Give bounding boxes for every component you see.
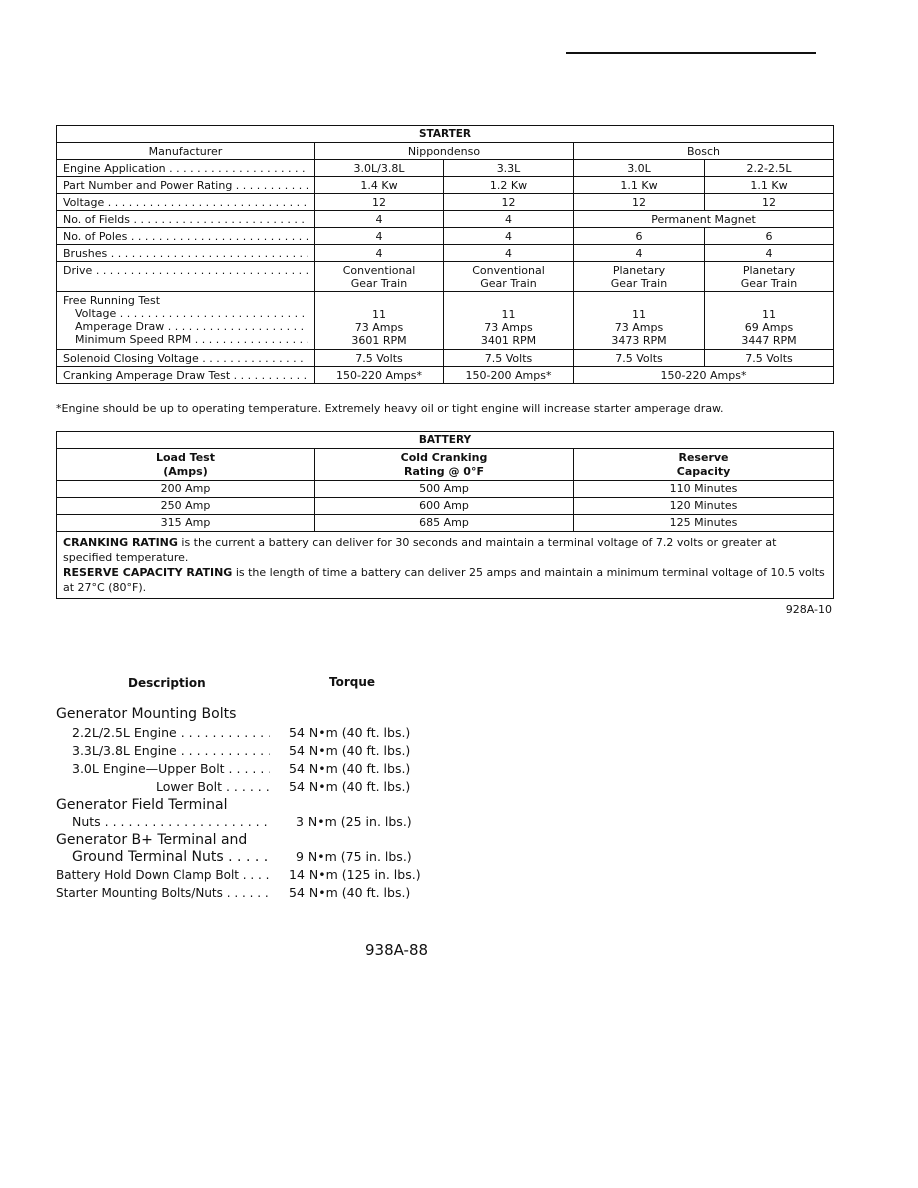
cell: 4: [315, 245, 444, 262]
torque-desc: Nuts . . .: [72, 813, 270, 831]
cell: 315 Amp: [57, 515, 315, 532]
header-rule: [566, 52, 816, 54]
cell: 1.2 Kw: [444, 177, 574, 194]
header-cold-cranking: Cold Cranking: [400, 450, 488, 464]
cell: 150-220 Amps*: [315, 367, 444, 384]
torque-desc: Lower Bolt . . .: [156, 778, 270, 796]
cell: 600 Amp: [315, 498, 574, 515]
starter-title: STARTER: [57, 126, 834, 143]
battery-notes: [57, 532, 834, 599]
torque-value: 9 N•m (75 in. lbs.): [296, 849, 412, 864]
torque-value: 54 N•m (40 ft. lbs.): [289, 885, 411, 900]
header-torque: Torque: [329, 675, 376, 689]
note-reserve-text: is the length of time a battery can deliver 25 amps and maintain a minimum terminal voltage of 10.5 volts at 27°C (80°F).: [63, 566, 825, 594]
cell: 4: [444, 245, 574, 262]
torque-value: 54 N•m (40 ft. lbs.): [289, 743, 411, 758]
drive-label: Drive . . .: [63, 264, 308, 277]
free-running-voltage-label: Voltage . . .: [75, 307, 308, 320]
cell: 110 Minutes: [574, 481, 834, 498]
voltage-label: Voltage . . .: [63, 196, 308, 209]
cell: 250 Amp: [57, 498, 315, 515]
cell: Conventional: [342, 263, 416, 277]
brushes-label: Brushes . . .: [63, 247, 308, 260]
cell: 12: [705, 194, 834, 211]
cell: 12: [444, 194, 574, 211]
torque-value: 54 N•m (40 ft. lbs.): [289, 779, 411, 794]
cell: Conventional: [472, 263, 545, 277]
torque-desc: Ground Terminal Nuts . . .: [72, 848, 270, 866]
cell: 150-200 Amps*: [444, 367, 574, 384]
header-load-test-sub: (Amps): [163, 464, 208, 478]
cell: 6: [705, 228, 834, 245]
free-running-rpm-label: Minimum Speed RPM . . .: [75, 333, 308, 346]
cell: 200 Amp: [57, 481, 315, 498]
cranking-label: Cranking Amperage Draw Test . . .: [63, 369, 308, 382]
cell: 4: [315, 211, 444, 228]
starter-footnote: *Engine should be up to operating temperature. Extremely heavy oil or tight engine will increase starter amperage draw.: [56, 402, 724, 415]
cell: 3.3L: [444, 160, 574, 177]
cell: 4: [315, 228, 444, 245]
battery-title: BATTERY: [57, 432, 834, 449]
cell: 2.2-2.5L: [705, 160, 834, 177]
figure-code: 928A-10: [785, 603, 832, 616]
manufacturer-bosch: Bosch: [574, 143, 834, 160]
cell: 3447 RPM: [741, 334, 797, 347]
cell: Gear Train: [740, 276, 798, 290]
header-load-test: Load Test: [155, 450, 215, 464]
cell: 125 Minutes: [574, 515, 834, 532]
note-cranking-term: CRANKING RATING: [63, 536, 178, 549]
cell: Gear Train: [480, 276, 537, 290]
poles-label: No. of Poles . . .: [63, 230, 308, 243]
manufacturer-label: Manufacturer: [57, 143, 315, 160]
torque-value: 54 N•m (40 ft. lbs.): [289, 725, 411, 740]
cell: 1.1 Kw: [574, 177, 705, 194]
torque-desc: Generator B+ Terminal and: [56, 832, 248, 848]
cell: 11: [632, 308, 646, 321]
free-running-label: Free Running Test: [63, 294, 161, 307]
torque-desc: Battery Hold Down Clamp Bolt . . .: [56, 866, 270, 884]
cell: 4: [574, 245, 705, 262]
manufacturer-nippondenso: Nippondenso: [315, 143, 574, 160]
torque-desc: Generator Mounting Bolts: [56, 706, 237, 722]
cell: 7.5 Volts: [315, 350, 444, 367]
torque-desc: Starter Mounting Bolts/Nuts . . .: [56, 884, 270, 902]
starter-table: [56, 125, 834, 384]
torque-desc: 3.0L Engine—Upper Bolt . . .: [72, 760, 270, 778]
part-number-label: Part Number and Power Rating . . .: [63, 179, 308, 192]
cell: 4: [444, 228, 574, 245]
torque-value: 54 N•m (40 ft. lbs.): [289, 761, 411, 776]
page-code: 938A-88: [365, 941, 429, 959]
cell: 7.5 Volts: [705, 350, 834, 367]
cell: 6: [574, 228, 705, 245]
cell: 73 Amps: [614, 321, 664, 334]
cell: 1.1 Kw: [705, 177, 834, 194]
cell: 685 Amp: [315, 515, 574, 532]
cell: 3.0L: [574, 160, 705, 177]
cell: 7.5 Volts: [574, 350, 705, 367]
cell: 12: [315, 194, 444, 211]
cell-merged: 150-220 Amps*: [574, 367, 834, 384]
battery-table: [56, 431, 834, 599]
cell: 1.4 Kw: [315, 177, 444, 194]
engine-application-label: Engine Application . . .: [63, 162, 308, 175]
solenoid-label: Solenoid Closing Voltage . . .: [63, 352, 308, 365]
cell: Planetary: [742, 263, 796, 277]
torque-value: 3 N•m (25 in. lbs.): [296, 814, 412, 829]
cell: 3.0L/3.8L: [315, 160, 444, 177]
torque-desc: 3.3L/3.8L Engine . . .: [72, 742, 270, 760]
cell: 500 Amp: [315, 481, 574, 498]
cell: 3473 RPM: [611, 334, 667, 347]
note-cranking-text: is the current a battery can deliver for 30 seconds and maintain a terminal voltage of 7.2 volts or greater at specified temperature.: [63, 536, 777, 564]
cell: 11: [372, 308, 386, 321]
cell: 73 Amps: [484, 321, 533, 334]
cell: 4: [705, 245, 834, 262]
cell: Gear Train: [350, 276, 408, 290]
torque-desc: 2.2L/2.5L Engine . . .: [72, 724, 270, 742]
cell: 4: [444, 211, 574, 228]
cell: Planetary: [612, 263, 666, 277]
free-running-amperage-label: Amperage Draw . . .: [75, 320, 308, 333]
header-reserve-sub: Capacity: [676, 464, 731, 478]
cell: 3401 RPM: [480, 334, 537, 347]
cell: 12: [574, 194, 705, 211]
cell: 120 Minutes: [574, 498, 834, 515]
cell: 73 Amps: [354, 321, 404, 334]
cell: 3601 RPM: [351, 334, 407, 347]
header-description: Description: [128, 676, 206, 690]
cell: 11: [762, 308, 776, 321]
cell-merged: Permanent Magnet: [574, 211, 834, 228]
header-reserve: Reserve: [678, 450, 729, 464]
cell: Gear Train: [610, 276, 668, 290]
torque-value: 14 N•m (125 in. lbs.): [289, 867, 421, 882]
cell: 7.5 Volts: [444, 350, 574, 367]
torque-desc: Generator Field Terminal: [56, 797, 228, 813]
cell: 11: [501, 308, 516, 321]
fields-label: No. of Fields . . .: [63, 213, 308, 226]
note-reserve-term: RESERVE CAPACITY RATING: [63, 566, 233, 579]
cell: 69 Amps: [744, 321, 794, 334]
header-cold-cranking-sub: Rating @ 0°F: [404, 464, 484, 478]
